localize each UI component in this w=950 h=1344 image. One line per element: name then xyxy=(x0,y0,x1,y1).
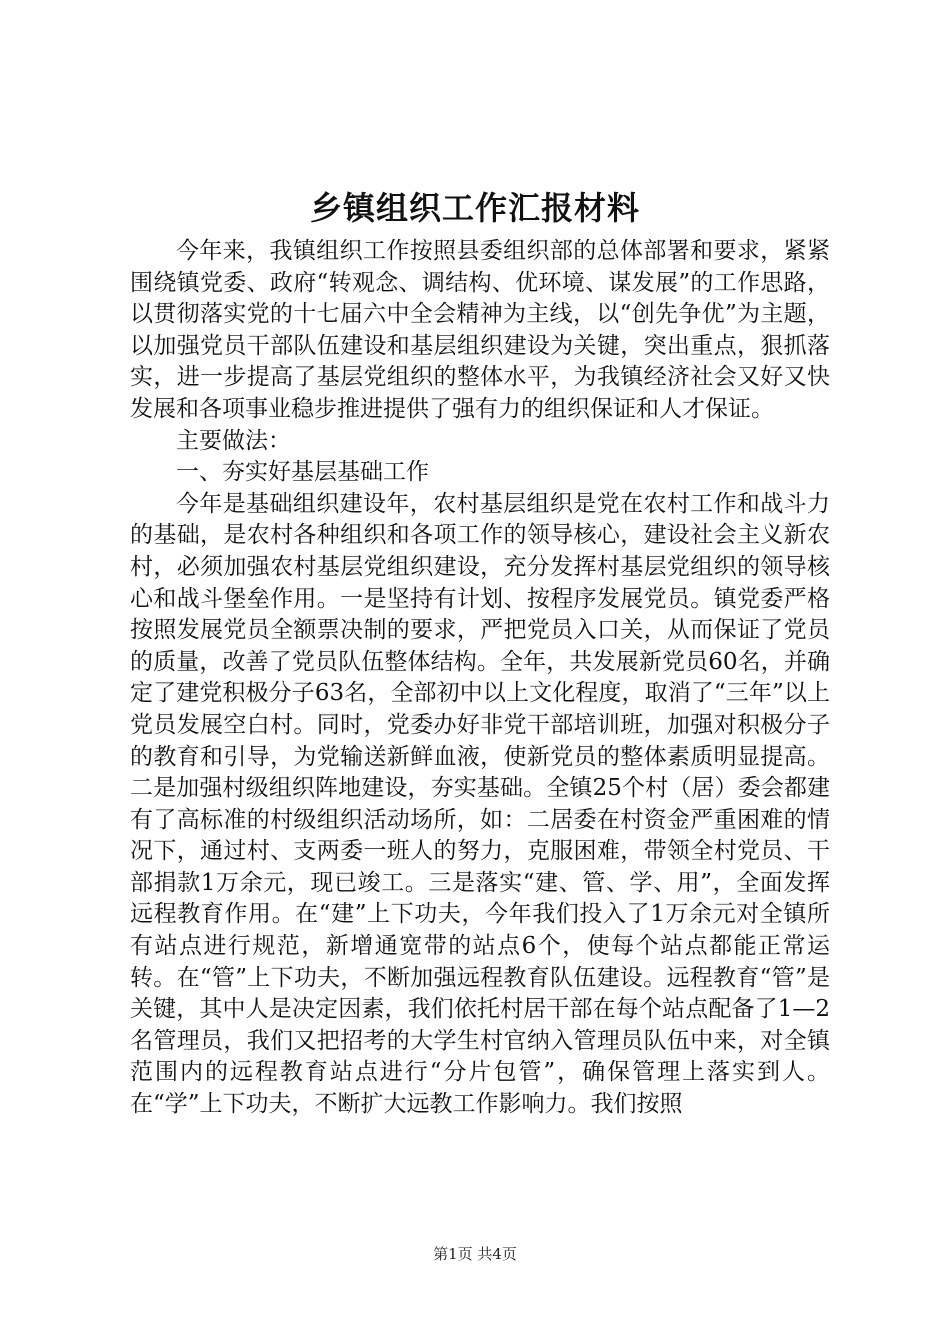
paragraph-intro: 今年来，我镇组织工作按照县委组织部的总体部署和要求，紧紧围绕镇党委、政府“转观念、调结构、优环境、谋发展”的工作思路，以贯彻落实党的十七届六中全会精神为主线，以“创先争优”为主题，以加强党员干部队伍建设和基层组织建设为关键，突出重点，狠抓落实，进一步提高了基层党组织的整体水平，为我镇经济社会又好又快发展和各项事业稳步推进提供了强有力的组织保证和人才保证。 xyxy=(130,238,830,422)
page-number-footer: 第1页 共4页 xyxy=(433,1245,517,1263)
paragraph-section-one-body: 今年是基础组织建设年，农村基层组织是党在农村工作和战斗力的基础，是农村各种组织和各项工作的领导核心，建设社会主义新农村，必须加强农村基层党组织建设，充分发挥村基层党组织的领导核心和战斗堡垒作用。一是坚持有计划、按程序发展党员。镇党委严格按照发展党员全额票决制的要求，严把党员入口关，从而保证了党员的质量，改善了党员队伍整体结构。全年，共发展新党员60名，并确定了建党积极分子63名，全部初中以上文化程度，取消了“三年”以上党员发展空白村。同时，党委办好非党干部培训班，加强对积极分子的教育和引导，为党输送新鲜血液，使新党员的整体素质明显提高。二是加强村级组织阵地建设，夯实基础。全镇25个村（居）委会都建有了高标准的村级组织活动场所，如：二居委在村资金严重困难的情况下，通过村、支两委一班人的努力，克服困难，带领全村党员、干部捐款1万余元，现已竣工。三是落实“建、管、学、用”，全面发挥远程教育作用。在“建”上下功夫，今年我们投入了1万余元对全镇所有站点进行规范，新增通宽带的站点6个，使每个站点都能正常运转。在“管”上下功夫，不断加强远程教育队伍建设。远程教育“管”是关键，其中人是决定因素，我们依托村居干部在每个站点配备了1—2名管理员，我们又把招考的大学生村官纳入管理员队伍中来，对全镇范围内的远程教育站点进行“分片包管”，确保管理上落实到人。在“学”上下功夫，不断扩大远教工作影响力。我们按照 xyxy=(130,490,830,1118)
document-title: 乡镇组织工作汇报材料 xyxy=(309,189,640,227)
paragraph-section-one-heading: 一、夯实好基层基础工作 xyxy=(176,459,429,486)
document-body xyxy=(130,236,830,1121)
paragraph-main-methods-heading: 主要做法： xyxy=(176,427,291,454)
